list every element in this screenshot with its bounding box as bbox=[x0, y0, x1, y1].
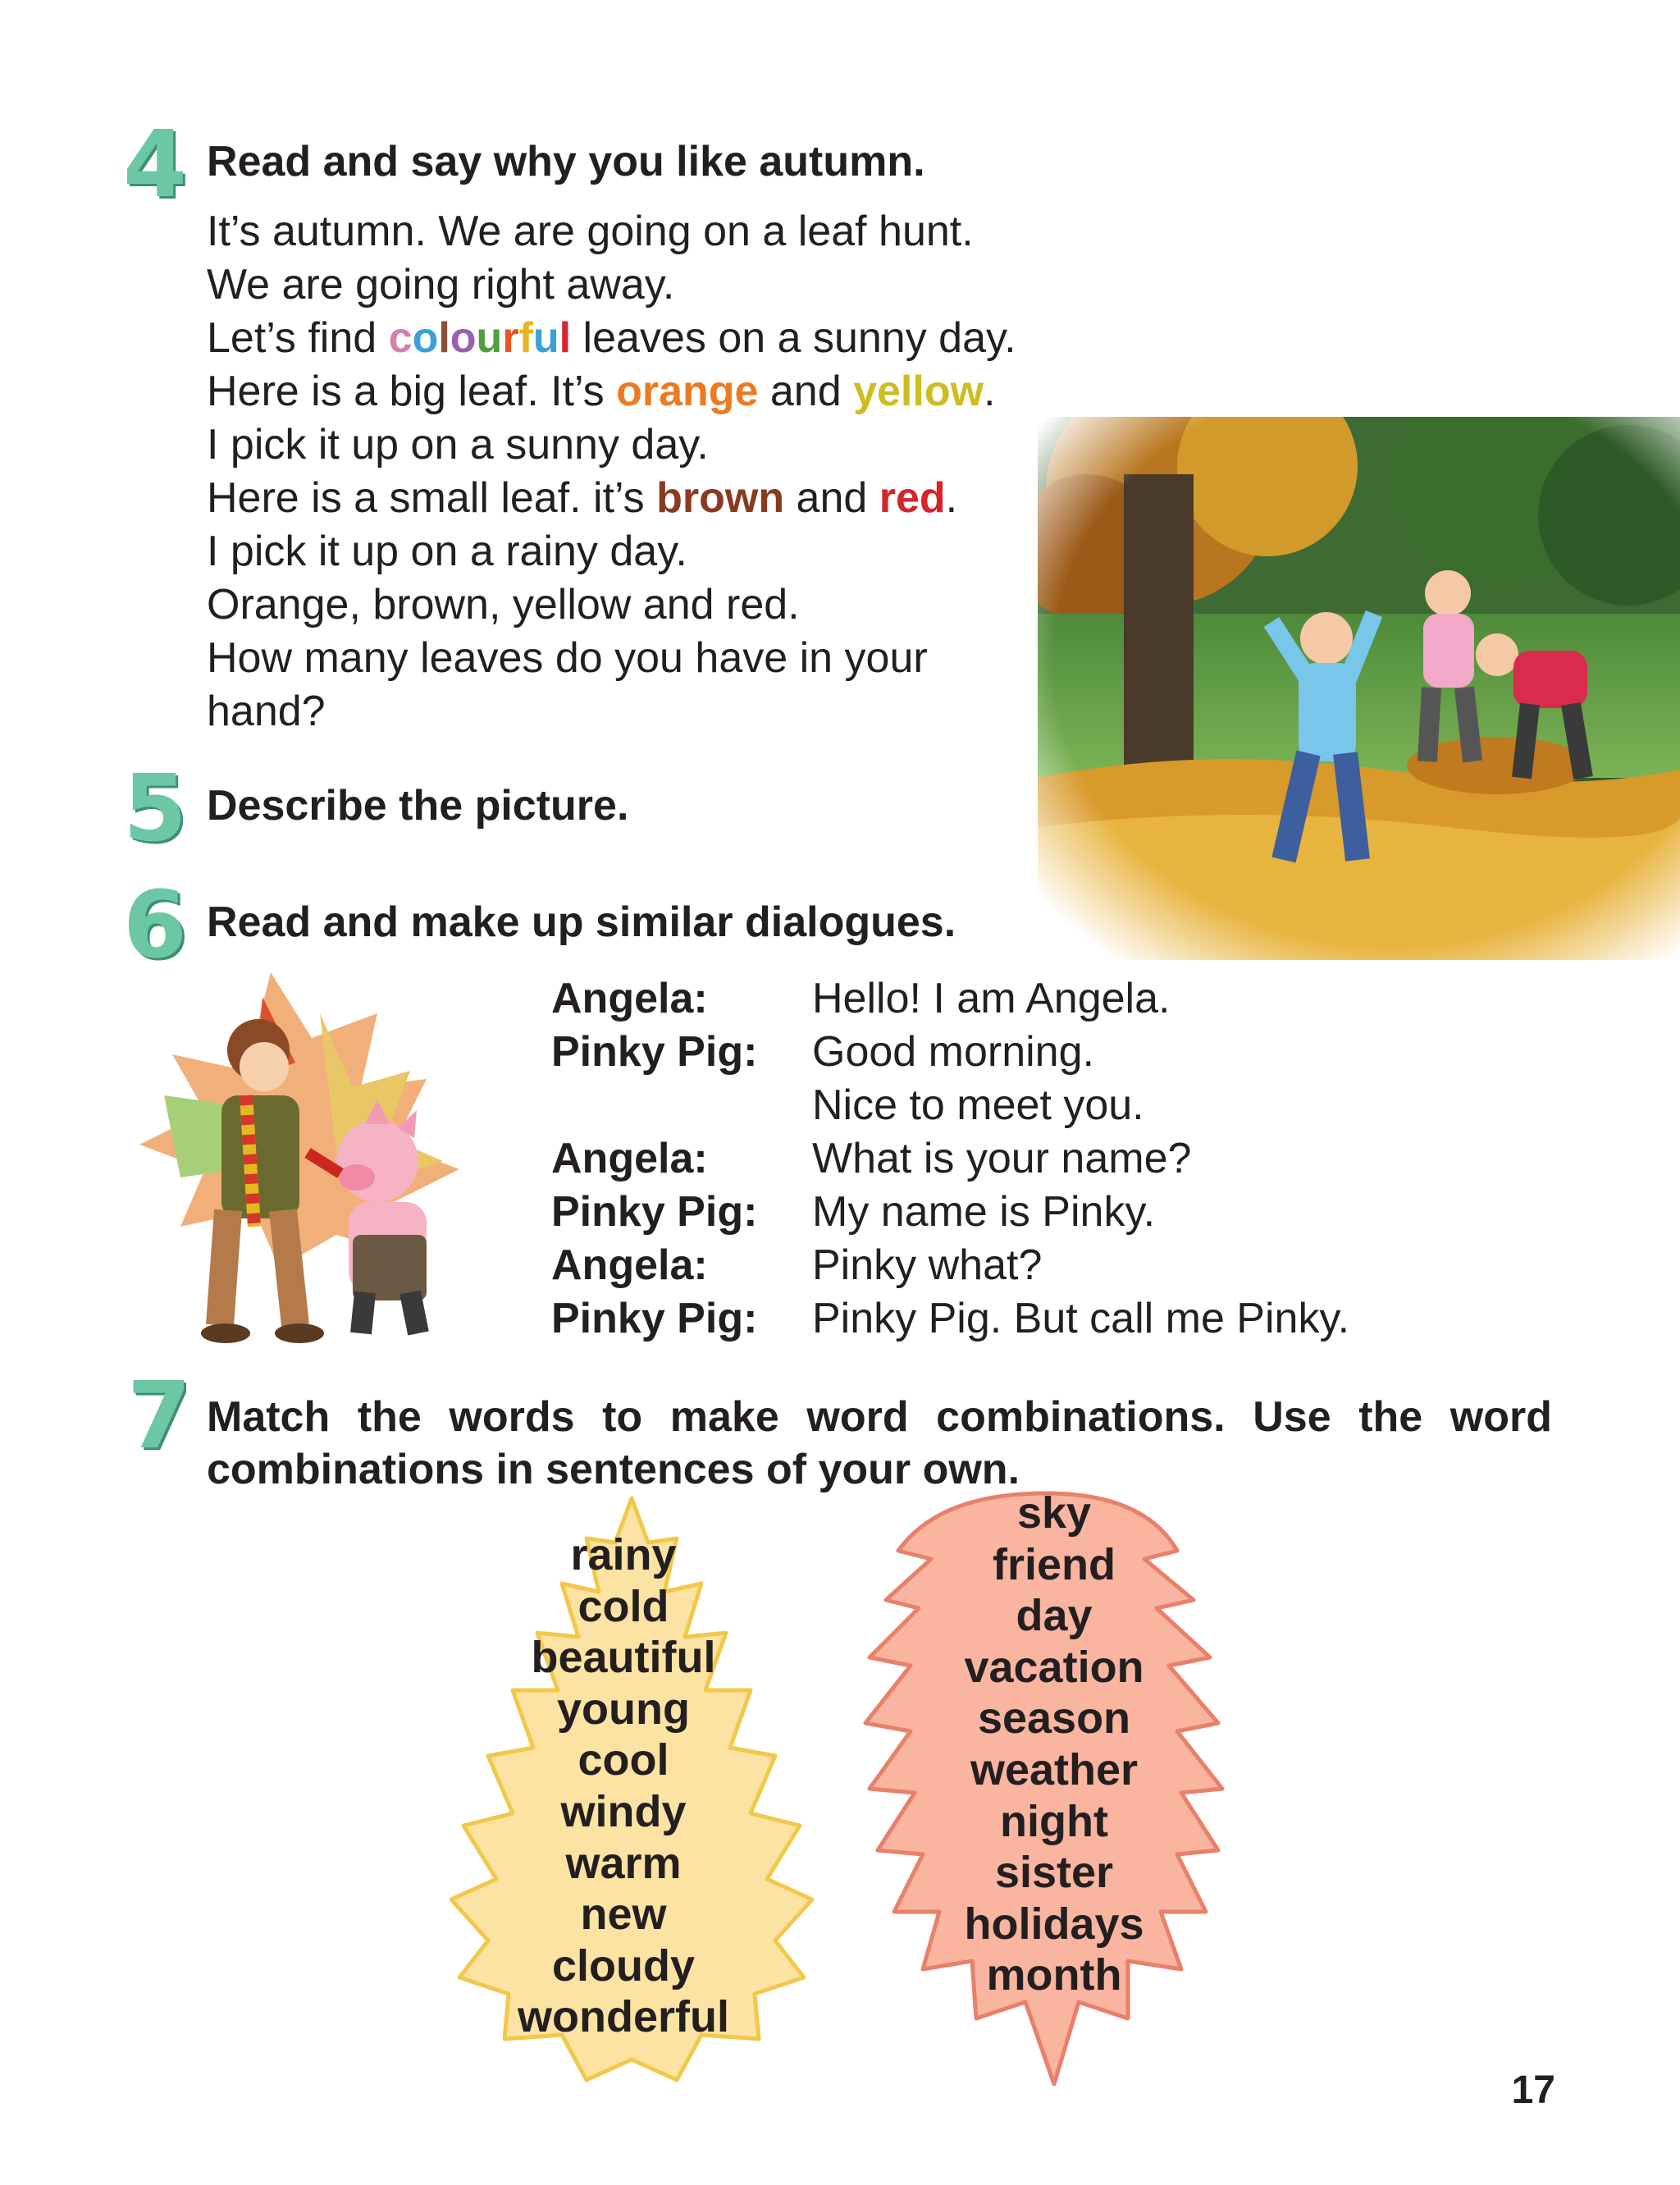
noun-word: sister bbox=[994, 1848, 1114, 1898]
dialogue-line: Pinky Pig. But call me Pinky. bbox=[812, 1295, 1350, 1342]
poem-line bbox=[207, 365, 1016, 418]
brown-word: brown bbox=[656, 474, 785, 522]
adjective-word: new bbox=[580, 1890, 667, 1940]
poem-line bbox=[207, 472, 1016, 525]
noun-word: friend bbox=[992, 1539, 1116, 1589]
colourful-word bbox=[389, 314, 571, 362]
noun-word: weather bbox=[970, 1744, 1139, 1794]
speaker bbox=[551, 1079, 812, 1132]
speaker: Angela: bbox=[551, 1135, 708, 1182]
autumn-park-illustration bbox=[1038, 417, 1680, 960]
colourful-letter: o bbox=[450, 314, 477, 362]
dialogue-line: My name is Pinky. bbox=[812, 1188, 1156, 1236]
red-word: red bbox=[879, 474, 946, 522]
speaker: Angela: bbox=[551, 975, 708, 1022]
colourful-letter: c bbox=[388, 314, 413, 362]
noun-word: vacation bbox=[964, 1642, 1144, 1692]
dialogue-line: Nice to meet you. bbox=[812, 1081, 1144, 1129]
poem-text-span: . bbox=[984, 368, 996, 415]
exercise-number-4: 4 bbox=[123, 112, 187, 218]
poem-text-span: and bbox=[784, 474, 879, 522]
dialogue bbox=[551, 972, 1349, 1346]
page-number: 17 bbox=[1511, 2068, 1555, 2112]
exercise-number-5: 5 bbox=[123, 756, 187, 862]
colourful-letter: l bbox=[438, 314, 450, 362]
exercise-7-heading-line: combinations in sentences of your own. bbox=[207, 1446, 1020, 1493]
poem-text bbox=[207, 205, 1016, 738]
exercise-4-heading: Read and say why you like autumn. bbox=[207, 138, 925, 185]
colourful-letter: l bbox=[559, 314, 572, 362]
poem-line: How many leaves do you have in your bbox=[207, 634, 928, 682]
noun-word: sky bbox=[1016, 1488, 1092, 1538]
dialogue-line: What is your name? bbox=[812, 1135, 1192, 1182]
dialogue-row bbox=[551, 972, 1349, 1026]
yellow-word: yellow bbox=[853, 368, 984, 415]
poem-text-span: . bbox=[945, 474, 958, 522]
adjective-word: cloudy bbox=[551, 1940, 696, 1991]
poem-text-span: Let’s find bbox=[207, 314, 389, 362]
exercise-5-heading: Describe the picture. bbox=[207, 782, 629, 830]
noun-list bbox=[890, 1488, 1218, 2001]
dialogue-line: Good morning. bbox=[812, 1028, 1094, 1076]
poem-line: hand? bbox=[207, 688, 326, 735]
exercise-6-heading: Read and make up similar dialogues. bbox=[207, 898, 956, 946]
poem-text-span: leaves on a sunny day. bbox=[571, 314, 1016, 362]
colourful-letter: f bbox=[518, 314, 533, 362]
colourful-letter: u bbox=[476, 314, 503, 362]
poem-line bbox=[207, 312, 1016, 365]
noun-word: night bbox=[1000, 1796, 1108, 1846]
speaker: Pinky Pig: bbox=[551, 1028, 758, 1076]
colourful-letter: o bbox=[412, 314, 439, 362]
noun-word: day bbox=[1016, 1591, 1093, 1641]
adjective-word: rainy bbox=[570, 1530, 677, 1579]
dialogue-row bbox=[551, 1186, 1349, 1239]
adjective-word: wonderful bbox=[518, 1992, 729, 2042]
noun-word: month bbox=[986, 1950, 1122, 2000]
poem-line: I pick it up on a rainy day. bbox=[207, 528, 687, 575]
poem-line: Orange, brown, yellow and red. bbox=[207, 581, 800, 629]
colourful-letter: u bbox=[532, 314, 559, 362]
poem-line: We are going right away. bbox=[207, 261, 675, 309]
exercise-number-7: 7 bbox=[127, 1363, 191, 1470]
speaker: Angela: bbox=[551, 1241, 708, 1289]
adjective-word: cold bbox=[578, 1581, 669, 1631]
dialogue-row bbox=[551, 1026, 1349, 1079]
colourful-letter: r bbox=[502, 314, 519, 362]
adjective-word: young bbox=[557, 1684, 690, 1734]
adjective-word: cool bbox=[578, 1735, 669, 1785]
dialogue-line: Pinky what? bbox=[812, 1241, 1043, 1289]
poem-line: I pick it up on a sunny day. bbox=[207, 421, 709, 469]
dialogue-row bbox=[551, 1292, 1349, 1346]
speaker: Pinky Pig: bbox=[551, 1295, 758, 1342]
noun-word: holidays bbox=[964, 1899, 1144, 1949]
adjective-word: beautiful bbox=[531, 1633, 716, 1683]
poem-text-span: Here is a small leaf. it’s bbox=[207, 474, 657, 522]
dialogue-row bbox=[551, 1239, 1349, 1292]
poem-text-span: Here is a big leaf. It’s bbox=[207, 368, 617, 415]
poem-line: It’s autumn. We are going on a leaf hunt. bbox=[207, 208, 974, 255]
adjective-word: windy bbox=[560, 1786, 687, 1836]
dialogue-row bbox=[551, 1079, 1349, 1132]
adjective-list bbox=[459, 1529, 788, 2043]
poem-text-span: and bbox=[758, 368, 854, 415]
adjective-word: warm bbox=[565, 1838, 682, 1888]
exercise-number-6: 6 bbox=[123, 872, 187, 979]
girl-and-pig-illustration bbox=[131, 964, 509, 1350]
orange-word: orange bbox=[616, 368, 759, 415]
noun-word: season bbox=[977, 1694, 1131, 1744]
dialogue-row bbox=[551, 1132, 1349, 1186]
dialogue-line: Hello! I am Angela. bbox=[812, 975, 1171, 1022]
speaker: Pinky Pig: bbox=[551, 1188, 758, 1236]
exercise-7-heading-line: Match the words to make word combinations. Use the word bbox=[207, 1393, 1552, 1441]
